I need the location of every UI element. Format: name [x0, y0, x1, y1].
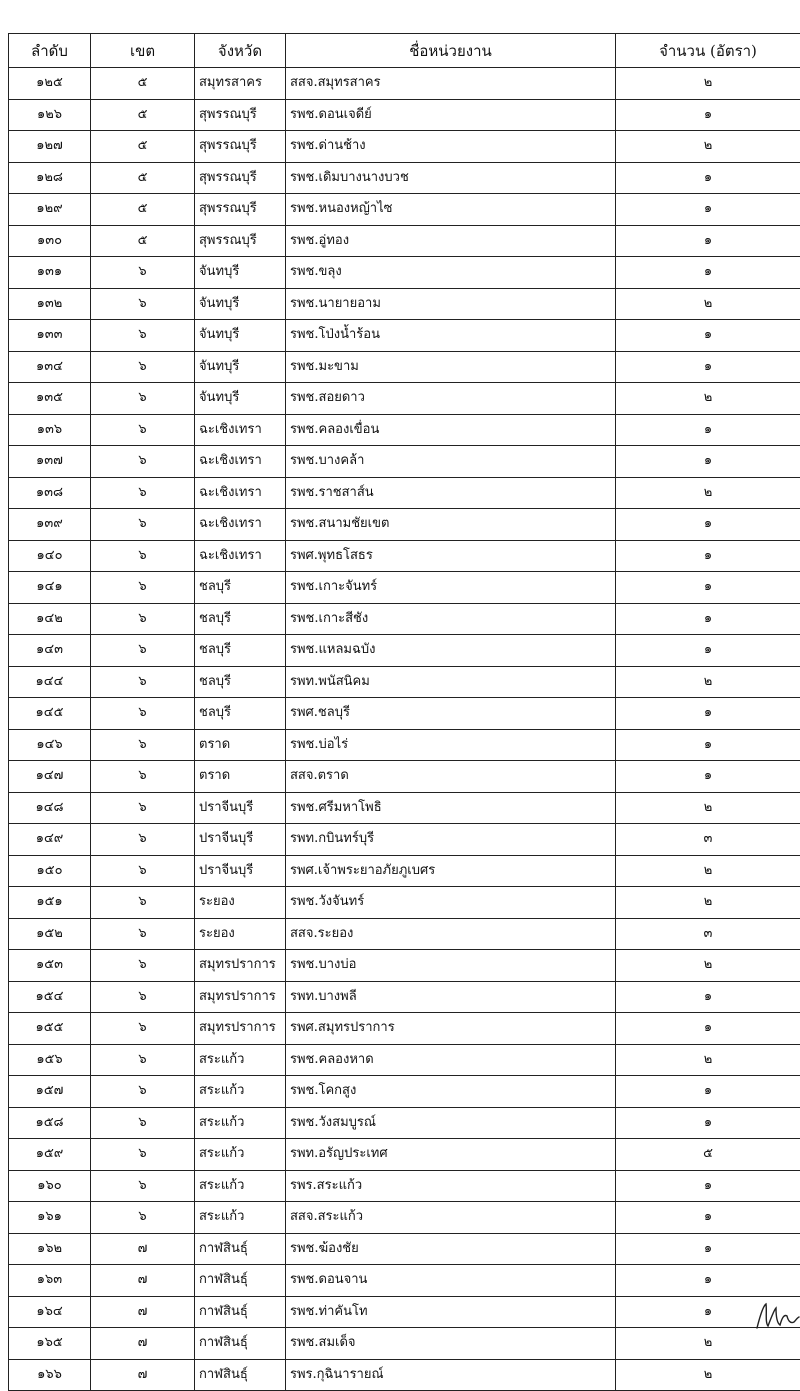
table-row	[9, 792, 800, 824]
cell-unit: รพช.อู่ทอง	[286, 225, 616, 257]
cell-quantity: ๒	[616, 792, 800, 824]
cell-province: ชลบุรี	[195, 698, 286, 730]
cell-unit: รพช.ท่าคันโท	[286, 1296, 616, 1328]
cell-order: ๑๓๖	[9, 414, 91, 446]
cell-quantity: ๑	[616, 603, 800, 635]
cell-unit: รพช.เกาะจันทร์	[286, 572, 616, 604]
cell-province: ชลบุรี	[195, 603, 286, 635]
cell-unit: รพช.หนองหญ้าไซ	[286, 194, 616, 226]
cell-unit: รพช.ศรีมหาโพธิ	[286, 792, 616, 824]
table-row	[9, 320, 800, 352]
table-row	[9, 1328, 800, 1360]
cell-province: สุพรรณบุรี	[195, 194, 286, 226]
header-unit: ชื่อหน่วยงาน	[286, 34, 616, 68]
table-row	[9, 477, 800, 509]
cell-quantity: ๑	[616, 351, 800, 383]
cell-province: สุพรรณบุรี	[195, 131, 286, 163]
cell-unit: รพช.บางบ่อ	[286, 950, 616, 982]
cell-zone: ๖	[91, 729, 195, 761]
cell-zone: ๖	[91, 351, 195, 383]
table-row	[9, 446, 800, 478]
table-row	[9, 509, 800, 541]
table-row	[9, 540, 800, 572]
cell-unit: รพช.เกาะสีชัง	[286, 603, 616, 635]
cell-quantity: ๒	[616, 288, 800, 320]
cell-province: กาฬสินธุ์	[195, 1265, 286, 1297]
cell-order: ๑๔๔	[9, 666, 91, 698]
table-row	[9, 1265, 800, 1297]
cell-quantity: ๑	[616, 981, 800, 1013]
table-row	[9, 698, 800, 730]
cell-order: ๑๔๑	[9, 572, 91, 604]
cell-quantity: ๑	[616, 257, 800, 289]
table-row	[9, 288, 800, 320]
cell-zone: ๕	[91, 131, 195, 163]
table-row	[9, 383, 800, 415]
cell-zone: ๖	[91, 792, 195, 824]
cell-unit: รพช.ด่านช้าง	[286, 131, 616, 163]
cell-zone: ๖	[91, 1076, 195, 1108]
cell-order: ๑๓๐	[9, 225, 91, 257]
cell-quantity: ๑	[616, 1107, 800, 1139]
cell-unit: รพศ.พุทธโสธร	[286, 540, 616, 572]
cell-zone: ๕	[91, 194, 195, 226]
cell-quantity: ๒	[616, 383, 800, 415]
signature-mark	[754, 1298, 800, 1332]
cell-quantity: ๑	[616, 1170, 800, 1202]
cell-unit: รพช.สนามชัยเขต	[286, 509, 616, 541]
cell-order: ๑๒๘	[9, 162, 91, 194]
cell-quantity: ๑	[616, 1202, 800, 1234]
cell-province: ชลบุรี	[195, 666, 286, 698]
table-row	[9, 761, 800, 793]
cell-unit: รพช.สอยดาว	[286, 383, 616, 415]
cell-order: ๑๓๗	[9, 446, 91, 478]
cell-order: ๑๕๓	[9, 950, 91, 982]
cell-order: ๑๔๗	[9, 761, 91, 793]
cell-zone: ๖	[91, 918, 195, 950]
table-row	[9, 162, 800, 194]
cell-unit: รพช.คลองเขื่อน	[286, 414, 616, 446]
cell-province: ตราด	[195, 729, 286, 761]
cell-order: ๑๓๕	[9, 383, 91, 415]
table-row	[9, 1139, 800, 1171]
cell-order: ๑๕๕	[9, 1013, 91, 1045]
cell-quantity: ๒	[616, 950, 800, 982]
cell-zone: ๕	[91, 162, 195, 194]
cell-province: สมุทรปราการ	[195, 1013, 286, 1045]
cell-zone: ๖	[91, 320, 195, 352]
cell-zone: ๕	[91, 99, 195, 131]
cell-province: ฉะเชิงเทรา	[195, 540, 286, 572]
cell-quantity: ๑	[616, 225, 800, 257]
cell-order: ๑๖๕	[9, 1328, 91, 1360]
cell-unit: รพช.วังสมบูรณ์	[286, 1107, 616, 1139]
cell-order: ๑๔๙	[9, 824, 91, 856]
table-row	[9, 1359, 800, 1391]
table-row	[9, 225, 800, 257]
cell-province: จันทบุรี	[195, 351, 286, 383]
cell-unit: รพท.กบินทร์บุรี	[286, 824, 616, 856]
cell-unit: รพช.มะขาม	[286, 351, 616, 383]
cell-zone: ๖	[91, 887, 195, 919]
cell-province: ฉะเชิงเทรา	[195, 477, 286, 509]
cell-order: ๑๕๘	[9, 1107, 91, 1139]
table-row	[9, 855, 800, 887]
cell-quantity: ๒	[616, 1044, 800, 1076]
cell-order: ๑๔๖	[9, 729, 91, 761]
cell-unit: รพช.บ่อไร่	[286, 729, 616, 761]
cell-unit: รพศ.ชลบุรี	[286, 698, 616, 730]
table-row	[9, 257, 800, 289]
cell-order: ๑๔๘	[9, 792, 91, 824]
cell-quantity: ๒	[616, 666, 800, 698]
cell-province: สระแก้ว	[195, 1139, 286, 1171]
cell-quantity: ๑	[616, 635, 800, 667]
table-row	[9, 729, 800, 761]
cell-order: ๑๖๐	[9, 1170, 91, 1202]
cell-quantity: ๑	[616, 320, 800, 352]
cell-order: ๑๔๒	[9, 603, 91, 635]
cell-unit: รพช.วังจันทร์	[286, 887, 616, 919]
table-row	[9, 603, 800, 635]
table-row	[9, 887, 800, 919]
table-header-row	[9, 34, 800, 68]
table-row	[9, 68, 800, 100]
cell-zone: ๕	[91, 225, 195, 257]
table-row	[9, 1013, 800, 1045]
cell-quantity: ๒	[616, 68, 800, 100]
cell-quantity: ๒	[616, 477, 800, 509]
cell-province: สระแก้ว	[195, 1044, 286, 1076]
cell-province: ฉะเชิงเทรา	[195, 446, 286, 478]
cell-zone: ๖	[91, 509, 195, 541]
table-row	[9, 414, 800, 446]
cell-province: จันทบุรี	[195, 288, 286, 320]
cell-zone: ๖	[91, 1139, 195, 1171]
cell-unit: รพช.ฆ้องชัย	[286, 1233, 616, 1265]
cell-province: สุพรรณบุรี	[195, 162, 286, 194]
cell-zone: ๗	[91, 1359, 195, 1391]
table-row	[9, 1107, 800, 1139]
cell-province: จันทบุรี	[195, 257, 286, 289]
cell-province: กาฬสินธุ์	[195, 1296, 286, 1328]
cell-order: ๑๕๗	[9, 1076, 91, 1108]
cell-unit: รพช.แหลมฉบัง	[286, 635, 616, 667]
cell-order: ๑๓๑	[9, 257, 91, 289]
cell-zone: ๖	[91, 540, 195, 572]
cell-province: สมุทรปราการ	[195, 950, 286, 982]
cell-province: ชลบุรี	[195, 635, 286, 667]
table-row	[9, 918, 800, 950]
table-row	[9, 1202, 800, 1234]
cell-zone: ๖	[91, 1107, 195, 1139]
cell-zone: ๖	[91, 414, 195, 446]
cell-province: สมุทรสาคร	[195, 68, 286, 100]
table-row	[9, 1044, 800, 1076]
cell-zone: ๖	[91, 446, 195, 478]
cell-quantity: ๒	[616, 131, 800, 163]
cell-province: กาฬสินธุ์	[195, 1233, 286, 1265]
cell-unit: สสจ.สมุทรสาคร	[286, 68, 616, 100]
cell-zone: ๖	[91, 288, 195, 320]
table-row	[9, 1233, 800, 1265]
table-row	[9, 131, 800, 163]
cell-quantity: ๑	[616, 572, 800, 604]
cell-quantity: ๑	[616, 509, 800, 541]
cell-unit: รพช.ราชสาส์น	[286, 477, 616, 509]
cell-order: ๑๖๓	[9, 1265, 91, 1297]
header-quantity: จำนวน (อัตรา)	[616, 34, 800, 68]
cell-quantity: ๑	[616, 446, 800, 478]
cell-zone: ๖	[91, 383, 195, 415]
cell-zone: ๖	[91, 950, 195, 982]
cell-order: ๑๕๙	[9, 1139, 91, 1171]
header-order: ลำดับ	[9, 34, 91, 68]
cell-zone: ๖	[91, 824, 195, 856]
cell-zone: ๗	[91, 1265, 195, 1297]
cell-zone: ๖	[91, 855, 195, 887]
cell-province: ปราจีนบุรี	[195, 792, 286, 824]
cell-province: สมุทรปราการ	[195, 981, 286, 1013]
cell-quantity: ๑	[616, 1076, 800, 1108]
cell-zone: ๕	[91, 68, 195, 100]
cell-order: ๑๖๑	[9, 1202, 91, 1234]
cell-province: สระแก้ว	[195, 1170, 286, 1202]
cell-unit: รพช.โป่งน้ำร้อน	[286, 320, 616, 352]
cell-unit: รพร.สระแก้ว	[286, 1170, 616, 1202]
cell-unit: รพช.ขลุง	[286, 257, 616, 289]
cell-unit: รพช.สมเด็จ	[286, 1328, 616, 1360]
cell-zone: ๖	[91, 635, 195, 667]
table-row	[9, 981, 800, 1013]
table-row	[9, 351, 800, 383]
cell-order: ๑๕๒	[9, 918, 91, 950]
cell-province: ฉะเชิงเทรา	[195, 509, 286, 541]
cell-quantity: ๑	[616, 1265, 800, 1297]
cell-province: กาฬสินธุ์	[195, 1328, 286, 1360]
cell-order: ๑๒๕	[9, 68, 91, 100]
cell-quantity: ๓	[616, 824, 800, 856]
cell-province: จันทบุรี	[195, 383, 286, 415]
cell-unit: รพช.ดอนจาน	[286, 1265, 616, 1297]
cell-unit: รพช.นายายอาม	[286, 288, 616, 320]
cell-quantity: ๒	[616, 887, 800, 919]
cell-quantity: ๑	[616, 194, 800, 226]
cell-order: ๑๓๘	[9, 477, 91, 509]
cell-unit: สสจ.สระแก้ว	[286, 1202, 616, 1234]
cell-order: ๑๒๙	[9, 194, 91, 226]
table-row	[9, 1076, 800, 1108]
cell-order: ๑๔๕	[9, 698, 91, 730]
cell-province: สระแก้ว	[195, 1202, 286, 1234]
cell-zone: ๖	[91, 1170, 195, 1202]
cell-order: ๑๕๐	[9, 855, 91, 887]
table-row	[9, 950, 800, 982]
table-row	[9, 666, 800, 698]
cell-zone: ๖	[91, 1044, 195, 1076]
cell-order: ๑๖๖	[9, 1359, 91, 1391]
cell-province: ระยอง	[195, 918, 286, 950]
cell-quantity: ๑	[616, 414, 800, 446]
cell-province: ระยอง	[195, 887, 286, 919]
cell-zone: ๖	[91, 666, 195, 698]
cell-province: กาฬสินธุ์	[195, 1359, 286, 1391]
cell-zone: ๖	[91, 477, 195, 509]
cell-unit: รพช.เดิมบางนางบวช	[286, 162, 616, 194]
cell-unit: รพท.บางพลี	[286, 981, 616, 1013]
table-row	[9, 1296, 800, 1328]
cell-quantity: ๓	[616, 918, 800, 950]
cell-province: สุพรรณบุรี	[195, 99, 286, 131]
cell-unit: รพช.โคกสูง	[286, 1076, 616, 1108]
cell-province: ปราจีนบุรี	[195, 855, 286, 887]
cell-order: ๑๓๓	[9, 320, 91, 352]
document-sheet	[8, 33, 800, 1391]
cell-quantity: ๑	[616, 162, 800, 194]
cell-order: ๑๔๐	[9, 540, 91, 572]
cell-order: ๑๔๓	[9, 635, 91, 667]
cell-zone: ๖	[91, 981, 195, 1013]
cell-unit: รพช.บางคล้า	[286, 446, 616, 478]
cell-quantity: ๒	[616, 855, 800, 887]
cell-unit: รพท.พนัสนิคม	[286, 666, 616, 698]
cell-province: ชลบุรี	[195, 572, 286, 604]
cell-quantity: ๕	[616, 1139, 800, 1171]
cell-order: ๑๕๔	[9, 981, 91, 1013]
cell-quantity: ๒	[616, 1359, 800, 1391]
cell-zone: ๗	[91, 1328, 195, 1360]
table-row	[9, 1170, 800, 1202]
cell-province: สระแก้ว	[195, 1107, 286, 1139]
cell-unit: รพศ.เจ้าพระยาอภัยภูเบศร	[286, 855, 616, 887]
cell-zone: ๖	[91, 761, 195, 793]
cell-unit: รพร.กุฉินารายณ์	[286, 1359, 616, 1391]
cell-order: ๑๓๙	[9, 509, 91, 541]
cell-order: ๑๓๔	[9, 351, 91, 383]
cell-quantity: ๑	[616, 1013, 800, 1045]
table-row	[9, 824, 800, 856]
header-zone: เขต	[91, 34, 195, 68]
table-row	[9, 99, 800, 131]
table-row	[9, 572, 800, 604]
cell-order: ๑๒๗	[9, 131, 91, 163]
cell-quantity: ๑	[616, 729, 800, 761]
cell-order: ๑๖๔	[9, 1296, 91, 1328]
staff-allocation-table	[8, 33, 800, 1391]
cell-order: ๑๕๑	[9, 887, 91, 919]
cell-zone: ๖	[91, 257, 195, 289]
cell-province: ปราจีนบุรี	[195, 824, 286, 856]
cell-order: ๑๕๖	[9, 1044, 91, 1076]
cell-quantity: ๑	[616, 761, 800, 793]
cell-zone: ๗	[91, 1296, 195, 1328]
cell-quantity: ๒	[616, 1328, 800, 1360]
cell-province: จันทบุรี	[195, 320, 286, 352]
cell-unit: รพท.อรัญประเทศ	[286, 1139, 616, 1171]
cell-unit: รพช.ดอนเจดีย์	[286, 99, 616, 131]
cell-zone: ๖	[91, 603, 195, 635]
table-body	[9, 68, 800, 1391]
cell-order: ๑๖๒	[9, 1233, 91, 1265]
cell-province: สระแก้ว	[195, 1076, 286, 1108]
cell-zone: ๖	[91, 698, 195, 730]
cell-zone: ๖	[91, 1013, 195, 1045]
cell-quantity: ๑	[616, 1296, 800, 1328]
cell-zone: ๗	[91, 1233, 195, 1265]
cell-order: ๑๓๒	[9, 288, 91, 320]
cell-order: ๑๒๖	[9, 99, 91, 131]
cell-quantity: ๑	[616, 540, 800, 572]
cell-quantity: ๑	[616, 698, 800, 730]
cell-unit: สสจ.ตราด	[286, 761, 616, 793]
cell-zone: ๖	[91, 572, 195, 604]
table-row	[9, 635, 800, 667]
cell-province: ฉะเชิงเทรา	[195, 414, 286, 446]
cell-zone: ๖	[91, 1202, 195, 1234]
table-row	[9, 194, 800, 226]
cell-province: สุพรรณบุรี	[195, 225, 286, 257]
header-province: จังหวัด	[195, 34, 286, 68]
cell-province: ตราด	[195, 761, 286, 793]
cell-unit: สสจ.ระยอง	[286, 918, 616, 950]
cell-unit: รพช.คลองหาด	[286, 1044, 616, 1076]
cell-unit: รพศ.สมุทรปราการ	[286, 1013, 616, 1045]
cell-quantity: ๑	[616, 1233, 800, 1265]
cell-quantity: ๑	[616, 99, 800, 131]
